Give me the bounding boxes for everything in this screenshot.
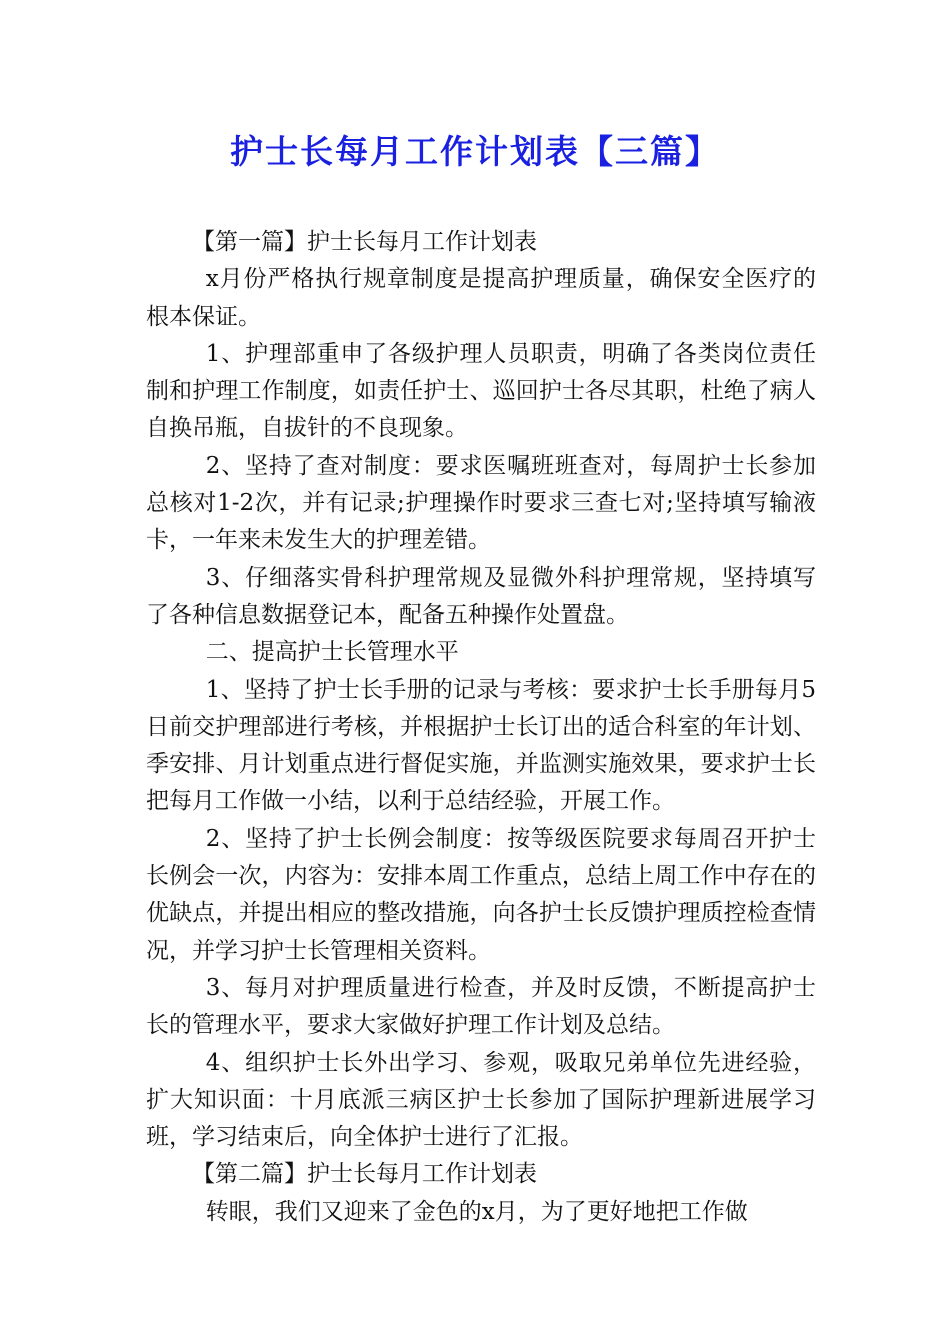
section-heading-2: 【第二篇】护士长每月工作计划表 <box>192 1161 537 1188</box>
paragraph: 1、坚持了护士长手册的记录与考核：要求护士长手册每月5日前交护理部进行考核，并根据护士长订出的适合科室的年计划、季安排、月计划重点进行督促实施，并监测实施效果，要求护士长把每月工作做一小结，以利于总结经验，开展工作。 <box>146 676 816 815</box>
subsection-heading: 二、提高护士长管理水平 <box>205 639 459 666</box>
paragraph: 2、坚持了护士长例会制度：按等级医院要求每周召开护士长例会一次，内容为：安排本周工作重点，总结上周工作中存在的优缺点，并提出相应的整改措施，向各护士长反馈护理质控检查情况，并学习护士长管理相关资料。 <box>146 825 816 964</box>
paragraph: 3、仔细落实骨科护理常规及显微外科护理常规，坚持填写了各种信息数据登记本，配备五种操作处置盘。 <box>146 564 816 628</box>
paragraph: 3、每月对护理质量进行检查，并及时反馈，不断提高护士长的管理水平，要求大家做好护理工作计划及总结。 <box>146 974 816 1039</box>
paragraph: 1、护理部重申了各级护理人员职责，明确了各类岗位责任制和护理工作制度，如责任护士、巡回护士各尽其职，杜绝了病人自换吊瓶，自拔针的不良现象。 <box>146 340 816 442</box>
paragraph: x月份严格执行规章制度是提高护理质量，确保安全医疗的根本保证。 <box>146 266 816 330</box>
document-body <box>146 224 816 1231</box>
paragraph: 2、坚持了查对制度：要求医嘱班班查对，每周护士长参加总核对1-2次，并有记录;护理操作时要求三查七对;坚持填写输液卡，一年来未发生大的护理差错。 <box>146 452 816 554</box>
document-title: 护士长每月工作计划表【三篇】 <box>230 132 720 171</box>
paragraph: 4、组织护士长外出学习、参观，吸取兄弟单位先进经验，扩大知识面：十月底派三病区护士长参加了国际护理新进展学习班，学习结束后，向全体护士进行了汇报。 <box>146 1049 816 1151</box>
paragraph: 转眼，我们又迎来了金色的x月，为了更好地把工作做 <box>205 1198 748 1225</box>
section-heading-1: 【第一篇】护士长每月工作计划表 <box>192 229 537 255</box>
